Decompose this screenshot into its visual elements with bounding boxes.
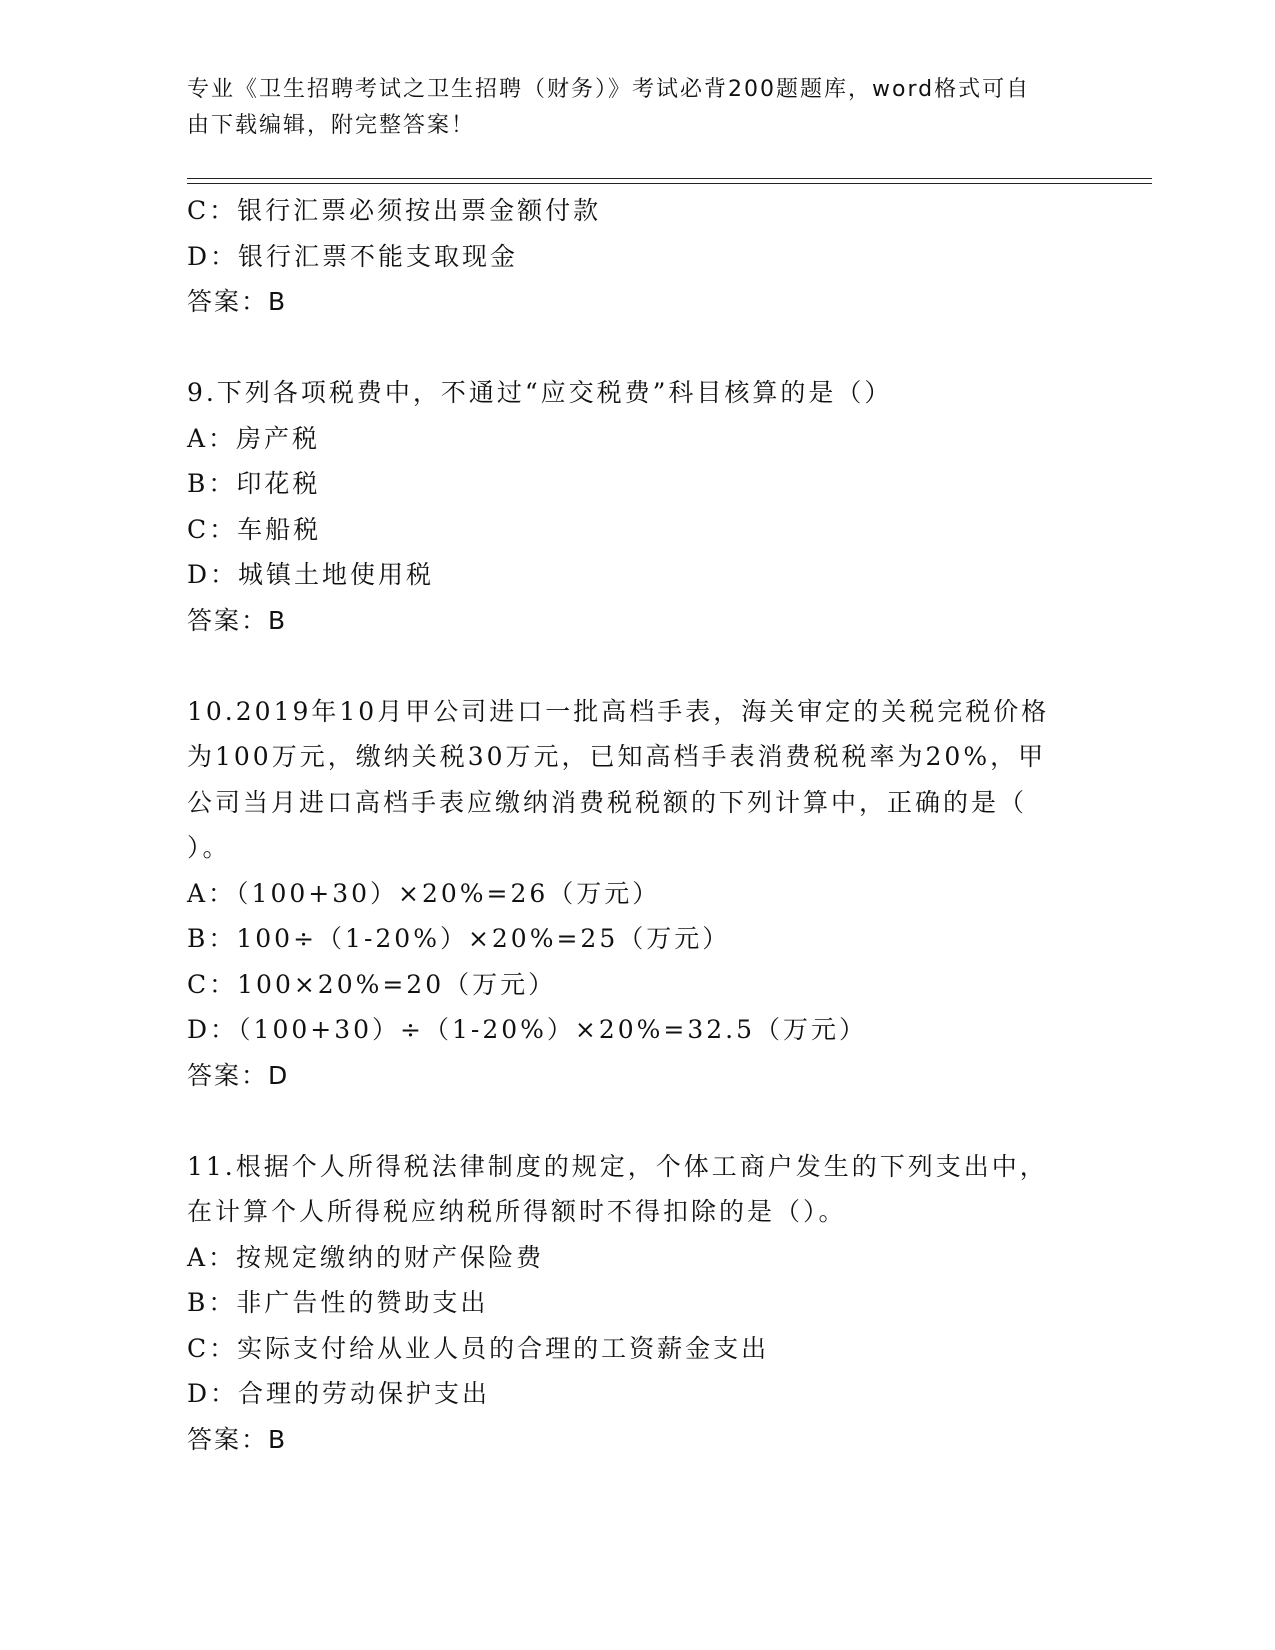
- option-b: B：印花税: [187, 469, 321, 498]
- header-line-1: 专业《卫生招聘考试之卫生招聘（财务）》考试必背200题题库，word格式可自: [187, 77, 1031, 102]
- question-stem-line-2: 为100万元，缴纳关税30万元，已知高档手表消费税税率为20%，甲: [187, 742, 1047, 771]
- option-c: C：实际支付给从业人员的合理的工资薪金支出: [187, 1333, 770, 1363]
- spacer: [187, 325, 1087, 371]
- spacer: [187, 643, 1087, 689]
- answer: 答案：B: [187, 605, 288, 635]
- page-header: [187, 72, 1067, 144]
- option-b: B：非广告性的赞助支出: [187, 1288, 489, 1317]
- answer: 答案：B: [187, 1424, 288, 1454]
- header-divider-top: [187, 178, 1152, 179]
- option-a: A：房产税: [187, 423, 321, 453]
- question-8-partial: [187, 188, 1087, 325]
- question-10: [187, 689, 1087, 1099]
- question-11: [187, 1144, 1087, 1463]
- question-9: [187, 370, 1087, 643]
- document-body: [187, 188, 1087, 1462]
- header-line-2: 由下载编辑，附完整答案！: [187, 113, 476, 138]
- question-stem-line-2: 在计算个人所得税应纳税所得额时不得扣除的是（）。: [187, 1197, 847, 1226]
- option-a: A：按规定缴纳的财产保险费: [187, 1242, 545, 1272]
- option-d: D：银行汇票不能支取现金: [187, 241, 519, 271]
- spacer: [187, 1098, 1087, 1144]
- option-d: D：合理的劳动保护支出: [187, 1379, 491, 1408]
- question-stem-line-4: ）。: [187, 833, 231, 862]
- answer: 答案：B: [187, 287, 288, 316]
- question-stem-line-1: 10.2019年10月甲公司进口一批高档手表，海关审定的关税完税价格: [187, 696, 1050, 726]
- option-d: D：（100+30）÷（1-20%）×20%=32.5（万元）: [187, 1015, 868, 1044]
- option-c: C：100×20%=20（万元）: [187, 969, 557, 999]
- option-b: B：100÷（1-20%）×20%=25（万元）: [187, 924, 731, 953]
- question-stem-line-3: 公司当月进口高档手表应缴纳消费税税额的下列计算中，正确的是（: [187, 787, 1028, 817]
- answer: 答案：D: [187, 1060, 290, 1090]
- question-stem-line-1: 11.根据个人所得税法律制度的规定，个体工商户发生的下列支出中，: [187, 1151, 1048, 1181]
- option-c: C：车船税: [187, 514, 322, 544]
- header-divider-bottom: [187, 183, 1152, 184]
- option-c: C：银行汇票必须按出票金额付款: [187, 196, 602, 225]
- question-stem: 9.下列各项税费中，不通过“应交税费”科目核算的是（）: [187, 378, 893, 407]
- option-d: D：城镇土地使用税: [187, 560, 435, 589]
- option-a: A：（100+30）×20%=26（万元）: [187, 878, 661, 908]
